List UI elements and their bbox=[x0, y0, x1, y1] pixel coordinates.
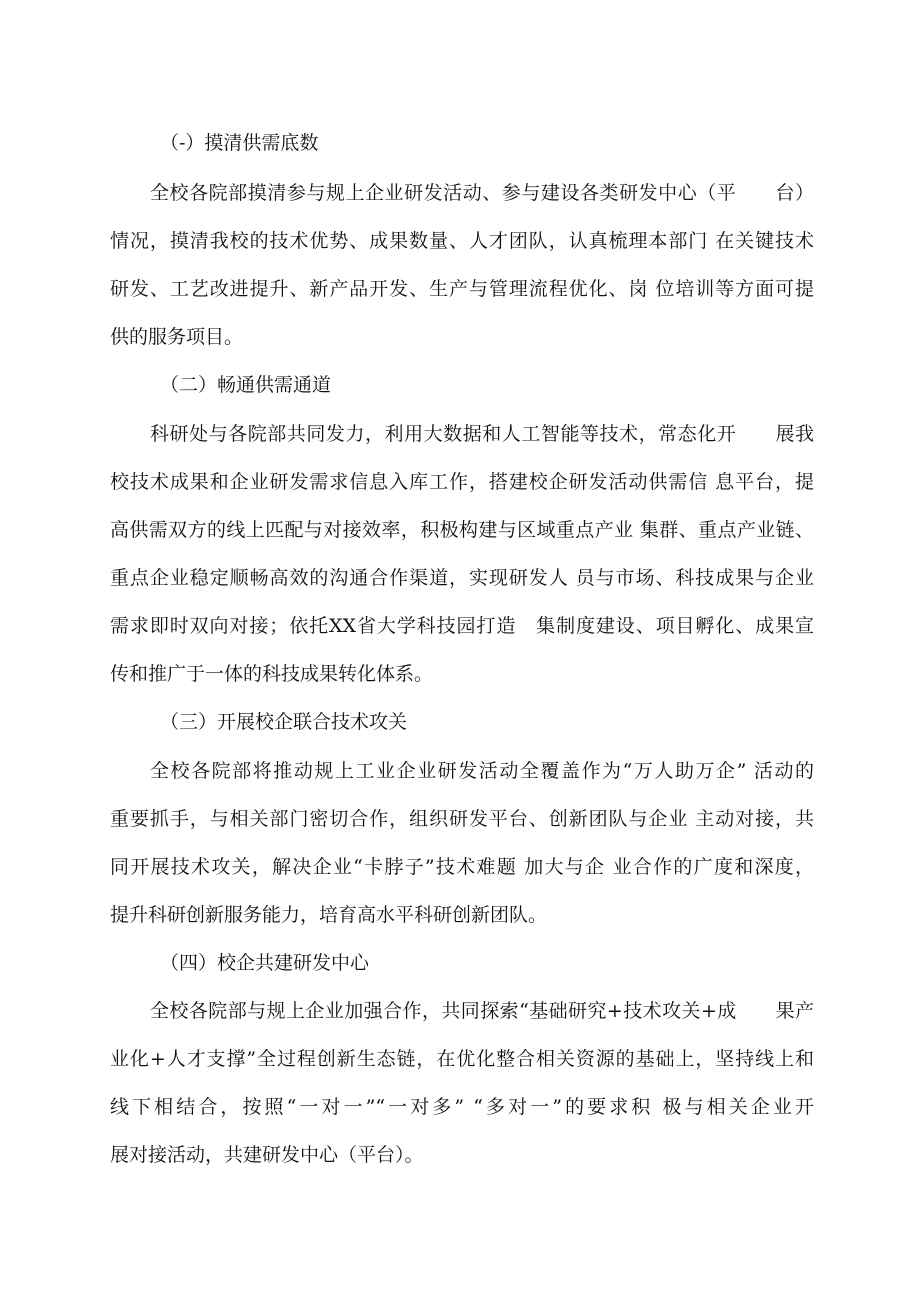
paragraph-line: 全校各院部将推动规上工业企业研发活动全覆盖作为“万人助万企” 活动的 bbox=[150, 760, 814, 782]
paragraph-line: 研发、工艺改进提升、新产品开发、生产与管理流程优化、岗 位培训等方面可提 bbox=[110, 278, 814, 300]
section-heading: （四）校企共建研发中心 bbox=[160, 952, 370, 974]
paragraph-line: 校技术成果和企业研发需求信息入库工作，搭建校企研发活动供需信 息平台，提 bbox=[110, 471, 814, 493]
paragraph-line: 科研处与各院部共同发力，利用大数据和人工智能等技术，常态化开 展我 bbox=[150, 423, 814, 445]
section-heading: （三）开展校企联合技术攻关 bbox=[160, 711, 408, 733]
paragraph-line: 全校各院部与规上企业加强合作，共同探索“基础研究+技术攻关+成 果产 bbox=[150, 1000, 814, 1022]
paragraph-line: 重点企业稳定顺畅高效的沟通合作渠道，实现研发人 员与市场、科技成果与企业 bbox=[110, 567, 814, 589]
paragraph-line: 重要抓手，与相关部门密切合作，组织研发平台、创新团队与企业 主动对接，共 bbox=[110, 808, 814, 830]
paragraph-line: 展对接活动，共建研发中心（平台）。 bbox=[110, 1144, 424, 1166]
paragraph-line: 提升科研创新服务能力，培育高水平科研创新团队。 bbox=[110, 904, 548, 926]
paragraph-line: 高供需双方的线上匹配与对接效率，积极构建与区域重点产业 集群、重点产业链、 bbox=[110, 519, 814, 541]
paragraph-line: 业化+人才支撑”全过程创新生态链，在优化整合相关资源的基础上，坚持线上和 bbox=[110, 1048, 814, 1070]
paragraph-line: 供的服务项目。 bbox=[110, 326, 244, 348]
paragraph-line: 同开展技术攻关，解决企业“卡脖子”技术难题 加大与企 业合作的广度和深度， bbox=[110, 856, 814, 878]
paragraph-line: 需求即时双向对接；依托XX省大学科技园打造 集制度建设、项目孵化、成果宣 bbox=[110, 615, 814, 637]
section-heading: （二）畅通供需通道 bbox=[160, 374, 332, 396]
paragraph-line: 全校各院部摸清参与规上企业研发活动、参与建设各类研发中心（平 台） bbox=[150, 182, 814, 204]
paragraph-line: 传和推广于一体的科技成果转化体系。 bbox=[110, 663, 434, 685]
section-heading: （-）摸清供需底数 bbox=[160, 132, 319, 154]
paragraph-line: 线下相结合，按照“一对一”“一对多” “多对一”的要求积 极与相关企业开 bbox=[110, 1096, 814, 1118]
paragraph-line: 情况，摸清我校的技术优势、成果数量、人才团队，认真梳理本部门 在关键技术 bbox=[110, 230, 814, 252]
